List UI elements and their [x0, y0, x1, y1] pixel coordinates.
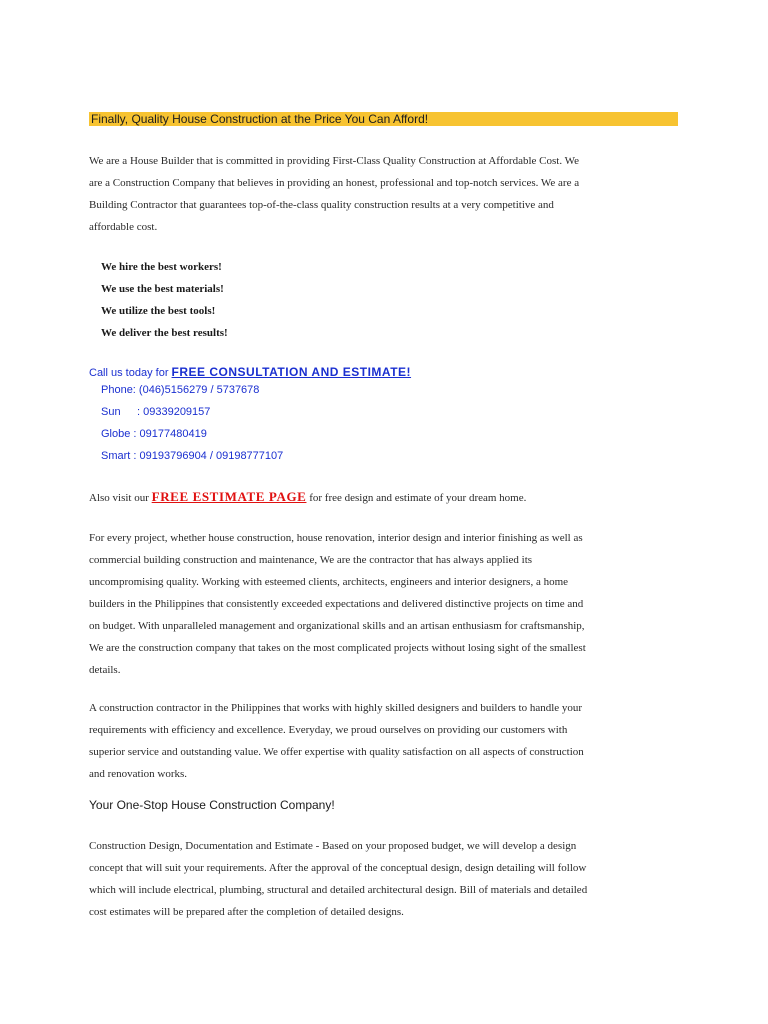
- contractor-line: requirements with efficiency and excellence. Everyday, we proud ourselves on providing our customers with: [89, 724, 568, 736]
- visit-prefix: Also visit our: [89, 492, 152, 504]
- contractor-line: and renovation works.: [89, 768, 188, 780]
- projects-line: uncompromising quality. Working with esteemed clients, architects, engineers and interior designers, a home: [89, 576, 569, 588]
- design-line: Construction Design, Documentation and Estimate - Based on your proposed budget, we will develop a design: [89, 840, 577, 852]
- visit-line: [89, 486, 526, 509]
- call-us-line: [89, 362, 411, 383]
- contractor-line: superior service and outstanding value. We offer expertise with quality satisfaction on all aspects of construction: [89, 746, 584, 758]
- projects-paragraph: [89, 527, 679, 681]
- free-estimate-page-link[interactable]: FREE ESTIMATE PAGE: [151, 489, 307, 504]
- projects-line: builders in the Philippines that consistently exceeded expectations and delivered distinctive projects on time and: [89, 598, 584, 610]
- design-paragraph: [89, 835, 679, 923]
- smart-number: Smart : 09193796904 / 09198777107: [101, 450, 284, 462]
- benefit-item: We utilize the best tools!: [101, 305, 216, 317]
- projects-line: on budget. With unparalleled management and organizational skills and an artisan enthusiasm for craftsmanship,: [89, 620, 585, 632]
- free-consultation-link[interactable]: FREE CONSULTATION AND ESTIMATE!: [171, 365, 412, 379]
- design-line: which will include electrical, plumbing, structural and detailed architectural design. Bill of materials and detailed: [89, 884, 588, 896]
- sun-label: Sun: [101, 406, 121, 418]
- benefit-item: We hire the best workers!: [101, 261, 222, 273]
- phone-number: Phone: (046)5156279 / 5737678: [101, 384, 260, 396]
- design-line: cost estimates will be prepared after the completion of detailed designs.: [89, 906, 404, 918]
- sun-value: : 09339209157: [137, 406, 211, 418]
- benefit-item: We deliver the best results!: [101, 327, 228, 339]
- intro-line: Building Contractor that guarantees top-of-the-class quality construction results at a very competitive and: [89, 199, 554, 211]
- projects-line: commercial building construction and maintenance, We are the contractor that has always applied its: [89, 554, 533, 566]
- projects-line: We are the construction company that takes on the most complicated projects without losing sight of the smallest: [89, 642, 586, 654]
- globe-number: Globe : 09177480419: [101, 428, 207, 440]
- design-line: concept that will suit your requirements. After the approval of the conceptual design, design detailing will follow: [89, 862, 587, 874]
- page-headline: Finally, Quality House Construction at the Price You Can Afford!: [89, 112, 678, 126]
- benefit-item: We use the best materials!: [101, 283, 224, 295]
- intro-line: are a Construction Company that believes in providing an honest, professional and top-notch services. We are a: [89, 177, 580, 189]
- projects-line: details.: [89, 664, 121, 676]
- contractor-line: A construction contractor in the Philippines that works with highly skilled designers and builders to handle your: [89, 702, 583, 714]
- projects-line: For every project, whether house construction, house renovation, interior design and interior finishing as well as: [89, 532, 583, 544]
- intro-line: We are a House Builder that is committed in providing First-Class Quality Construction at Affordable Cost. We: [89, 155, 579, 167]
- intro-paragraph: [89, 150, 679, 238]
- visit-suffix: for free design and estimate of your dream home.: [306, 492, 527, 504]
- contractor-paragraph: [89, 697, 679, 785]
- sun-number: [101, 406, 210, 418]
- intro-line: affordable cost.: [89, 221, 158, 233]
- call-prefix: Call us today for: [89, 367, 172, 379]
- benefits-list: [101, 256, 228, 344]
- section-subheading: Your One-Stop House Construction Company!: [89, 798, 335, 812]
